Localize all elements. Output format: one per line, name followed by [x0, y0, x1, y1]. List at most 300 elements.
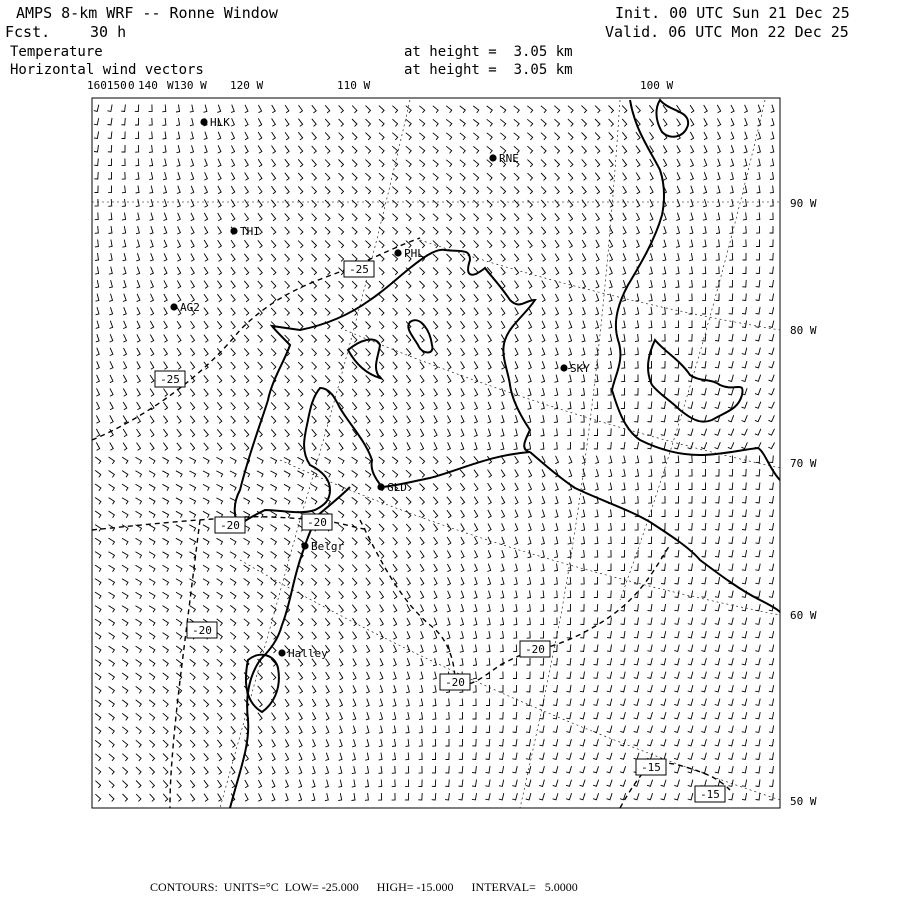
wind-vector	[177, 780, 182, 788]
wind-vector	[702, 348, 706, 355]
wind-vector	[136, 673, 142, 680]
wind-vector	[258, 132, 262, 140]
wind-vector	[488, 388, 491, 396]
wind-vector	[393, 524, 398, 531]
wind-vector	[271, 362, 276, 369]
wind-vector	[108, 159, 112, 166]
wind-vector	[756, 753, 761, 760]
wind-vector	[419, 160, 424, 167]
wind-vector	[312, 686, 316, 694]
wind-vector	[486, 712, 490, 719]
wind-vector	[663, 240, 666, 248]
wind-vector	[769, 510, 774, 517]
wind-vector	[123, 443, 127, 451]
wind-vector	[110, 429, 114, 437]
wind-vector	[339, 200, 344, 207]
wind-vector	[190, 145, 193, 153]
wind-vector	[581, 591, 585, 598]
wind-vector	[218, 213, 222, 221]
wind-vector	[392, 160, 397, 167]
wind-vector	[499, 793, 504, 800]
wind-vector	[553, 685, 557, 692]
wind-vector	[298, 119, 302, 127]
wind-vector	[203, 565, 209, 572]
wind-vector	[541, 577, 544, 585]
wind-vector	[446, 712, 450, 719]
wind-vector	[555, 496, 558, 504]
field-wind: Horizontal wind vectors	[10, 62, 204, 78]
wind-vector	[742, 510, 746, 517]
wind-vector	[271, 416, 276, 424]
wind-vector	[406, 551, 410, 559]
wind-vector	[527, 631, 531, 638]
wind-vector	[393, 389, 397, 397]
wind-vector	[608, 469, 611, 477]
wind-vector	[231, 267, 235, 275]
wind-vector	[488, 321, 492, 329]
wind-vector	[555, 213, 559, 221]
wind-vector	[108, 145, 112, 152]
wind-vector	[620, 685, 625, 692]
wind-vector	[662, 483, 666, 490]
wind-vector	[701, 429, 707, 436]
wind-vector	[406, 510, 411, 518]
wind-vector	[393, 402, 397, 410]
wind-vector	[190, 686, 195, 693]
wind-vector	[662, 334, 666, 341]
wind-vector	[769, 375, 775, 382]
lat-label-70w: 70 W	[790, 457, 817, 470]
wind-vector	[164, 362, 168, 370]
wind-vector	[515, 456, 519, 464]
wind-vector	[136, 660, 142, 667]
wind-vector	[163, 416, 167, 424]
wind-vector	[191, 321, 195, 329]
wind-vector	[755, 415, 761, 421]
wind-vector	[204, 105, 207, 113]
wind-vector	[647, 672, 652, 679]
wind-vector	[769, 591, 774, 598]
wind-vector	[353, 672, 356, 680]
wind-vector	[122, 159, 126, 166]
wind-vector	[674, 793, 679, 800]
wind-vector	[231, 375, 236, 383]
wind-vector	[555, 321, 558, 329]
wind-vector	[150, 781, 155, 788]
wind-vector	[487, 254, 492, 262]
wind-vector	[661, 604, 666, 611]
wind-vector	[661, 699, 666, 706]
wind-vector	[499, 739, 503, 746]
wind-vector	[231, 753, 235, 761]
wind-vector	[647, 429, 652, 436]
wind-vector	[163, 633, 169, 640]
wind-vector	[258, 375, 263, 383]
wind-vector	[541, 415, 545, 423]
wind-vector	[203, 606, 209, 613]
wind-vector	[162, 105, 166, 112]
wind-vector	[460, 645, 464, 653]
wind-vector	[163, 686, 169, 693]
wind-vector	[730, 186, 733, 194]
wind-vector	[392, 133, 397, 140]
wind-vector	[569, 280, 572, 288]
wind-vector	[702, 294, 706, 301]
wind-vector	[621, 402, 625, 409]
wind-vector	[176, 484, 182, 490]
wind-vector	[96, 307, 99, 315]
wind-vector	[217, 659, 222, 666]
wind-vector	[285, 766, 288, 774]
wind-vector	[460, 470, 465, 478]
wind-vector	[406, 362, 410, 370]
wind-vector	[352, 739, 355, 747]
wind-vector	[539, 739, 544, 746]
wind-vector	[621, 537, 625, 544]
wind-vector	[110, 415, 113, 423]
wind-vector	[406, 281, 411, 288]
wind-vector	[554, 577, 558, 584]
wind-vector	[661, 618, 666, 625]
wind-vector	[339, 618, 343, 626]
wind-vector	[540, 591, 544, 598]
wind-vector	[567, 658, 571, 665]
wind-vector	[176, 579, 182, 586]
wind-vector	[730, 213, 734, 221]
wind-vector	[569, 321, 572, 329]
wind-vector	[769, 280, 774, 287]
wind-vector	[566, 699, 571, 706]
wind-vector	[203, 471, 209, 477]
wind-vector	[149, 498, 155, 505]
wind-vector	[636, 213, 639, 221]
wind-vector	[513, 672, 517, 679]
wind-vector	[231, 767, 235, 775]
wind-vector	[715, 483, 719, 490]
wind-vector	[528, 537, 531, 545]
wind-vector	[527, 577, 531, 585]
wind-vector	[474, 429, 477, 437]
wind-vector	[272, 766, 275, 774]
wind-vector	[177, 253, 180, 261]
wind-vector	[392, 173, 397, 180]
wind-vector	[325, 753, 328, 761]
wind-vector	[446, 106, 452, 113]
wind-vector	[595, 483, 598, 491]
wind-vector	[204, 753, 209, 761]
wind-vector	[474, 375, 477, 383]
wind-vector	[136, 606, 142, 613]
wind-vector	[434, 537, 438, 545]
wind-vector	[150, 429, 154, 437]
wind-vector	[541, 550, 544, 558]
wind-vector	[541, 510, 544, 518]
wind-vector	[569, 254, 573, 262]
wind-vector	[715, 739, 720, 746]
wind-vector	[595, 307, 598, 315]
wind-vector	[553, 780, 558, 787]
wind-vector	[595, 119, 600, 126]
wind-vector	[123, 429, 127, 437]
wind-vector	[245, 159, 249, 167]
temperature-contours	[92, 238, 730, 808]
wind-vector	[285, 753, 288, 761]
wind-vector	[312, 105, 316, 113]
wind-vector	[95, 592, 101, 599]
wind-vector	[715, 550, 720, 557]
wind-vector	[528, 213, 533, 221]
wind-vector	[581, 577, 585, 584]
wind-vector	[487, 106, 493, 113]
wind-vector	[176, 565, 182, 572]
wind-vector	[218, 145, 221, 153]
wind-vector	[595, 348, 598, 356]
wind-vector	[177, 767, 182, 775]
wind-vector	[568, 375, 571, 383]
wind-vector	[527, 658, 531, 665]
wind-vector	[352, 402, 356, 410]
wind-vector	[607, 780, 613, 787]
wind-vector	[447, 577, 450, 585]
wind-vector	[353, 659, 356, 667]
wind-vector	[528, 321, 531, 329]
wind-vector	[312, 632, 317, 640]
wind-vector	[742, 699, 747, 706]
wind-vector	[717, 132, 720, 140]
wind-vector	[366, 375, 371, 383]
wind-vector	[285, 268, 290, 275]
wind-vector	[501, 214, 506, 221]
wind-vector	[312, 362, 317, 369]
wind-vector	[231, 118, 234, 126]
wind-vector	[325, 780, 328, 788]
wind-vector	[271, 349, 276, 356]
wind-vector	[298, 186, 303, 194]
wind-vector	[108, 132, 112, 139]
wind-vector	[137, 280, 140, 288]
wind-vector	[285, 159, 289, 167]
wind-vector	[728, 766, 733, 773]
wind-vector	[204, 294, 208, 302]
wind-vector	[649, 253, 652, 261]
wind-vector	[447, 241, 452, 248]
wind-vector	[566, 712, 571, 719]
map-title: AMPS 8-km WRF -- Ronne Window	[16, 4, 278, 22]
wind-vector	[150, 335, 153, 343]
wind-vector	[122, 525, 128, 532]
wind-vector	[420, 362, 424, 370]
wind-vector	[474, 591, 477, 599]
wind-vector	[339, 672, 343, 680]
wind-vector	[566, 780, 571, 787]
wind-vector	[231, 254, 235, 262]
wind-vector	[541, 402, 544, 410]
wind-vector	[204, 780, 208, 788]
wind-vector	[755, 618, 760, 625]
wind-vector	[729, 510, 733, 517]
wind-vector	[447, 335, 451, 343]
wind-vector	[366, 281, 371, 288]
wind-vector	[755, 699, 760, 706]
wind-vector	[434, 375, 438, 383]
wind-vector	[555, 307, 558, 315]
wind-vector	[149, 700, 155, 707]
wind-vector	[379, 699, 382, 707]
wind-vector	[756, 496, 760, 503]
wind-vector	[149, 186, 152, 194]
wind-vector	[285, 619, 290, 626]
wind-vector	[527, 160, 532, 167]
wind-vector	[447, 442, 450, 450]
wind-vector	[715, 469, 719, 476]
wind-vector	[609, 307, 612, 315]
wind-vector	[513, 685, 517, 692]
wind-vector	[204, 186, 207, 194]
wind-vector	[716, 199, 719, 207]
wind-vector	[203, 525, 209, 532]
wind-vector	[512, 753, 517, 760]
wind-vector	[272, 793, 275, 801]
wind-vector	[312, 605, 317, 612]
wind-vector	[299, 753, 302, 761]
wind-vector	[555, 361, 558, 369]
wind-vector	[595, 186, 599, 194]
wind-vector	[730, 145, 733, 153]
wind-vector	[136, 592, 142, 599]
wind-vector	[634, 577, 638, 584]
wind-vector	[164, 253, 167, 261]
wind-vector	[109, 538, 115, 545]
wind-vector	[299, 699, 303, 707]
wind-vector	[621, 550, 625, 557]
wind-vector	[406, 524, 411, 532]
wind-vector	[460, 146, 465, 153]
wind-vector	[609, 321, 612, 329]
wind-vector	[123, 348, 126, 356]
wind-vector	[541, 564, 545, 572]
wind-vector	[406, 712, 409, 720]
wind-vector	[582, 200, 586, 208]
wind-vector	[353, 699, 356, 707]
wind-vector	[149, 511, 155, 518]
wind-vector	[514, 591, 517, 599]
wind-vector	[109, 226, 113, 234]
wind-vector	[674, 739, 679, 746]
wind-vector	[474, 388, 477, 396]
wind-vector	[514, 577, 517, 585]
wind-vector	[339, 362, 344, 370]
wind-vector	[163, 673, 169, 680]
wind-vector	[284, 578, 289, 585]
wind-vector	[542, 483, 545, 491]
wind-vector	[622, 456, 625, 464]
wind-vector	[392, 268, 397, 275]
wind-vector	[325, 146, 330, 154]
wind-vector	[122, 457, 128, 464]
wind-vector	[661, 577, 665, 584]
wind-vector	[460, 308, 464, 316]
wind-vector	[419, 133, 424, 140]
wind-vector	[528, 483, 531, 491]
wind-vector	[325, 416, 330, 424]
wind-vector	[756, 307, 761, 314]
wind-vector	[715, 402, 720, 409]
wind-vector	[675, 496, 679, 503]
wind-vector	[419, 200, 424, 207]
wind-vector	[609, 159, 613, 167]
wind-vector	[488, 415, 491, 423]
right-axis-labels	[790, 197, 817, 808]
wind-vector	[204, 416, 208, 424]
wind-vector	[136, 457, 142, 464]
wind-vector	[648, 537, 652, 544]
wind-vector	[526, 726, 531, 733]
wind-vector	[555, 281, 558, 289]
wind-vector	[245, 767, 249, 775]
wind-vector	[690, 172, 693, 180]
wind-vector	[393, 443, 397, 451]
wind-vector	[460, 618, 463, 626]
wind-vector	[407, 442, 410, 450]
wind-vector	[541, 227, 545, 235]
wind-vector	[688, 334, 692, 341]
wind-vector	[109, 619, 115, 626]
wind-vector	[284, 471, 290, 477]
wind-vector	[96, 402, 99, 410]
wind-vector	[555, 510, 558, 518]
wind-vector	[527, 442, 531, 450]
wind-vector	[580, 685, 585, 692]
wind-vector	[650, 199, 653, 207]
wind-vector	[620, 699, 625, 706]
wind-vector	[325, 295, 330, 302]
station-marker	[170, 303, 177, 310]
wind-vector	[312, 753, 315, 761]
wind-vector	[434, 415, 437, 423]
wind-vector	[163, 145, 166, 153]
wind-vector	[95, 240, 99, 247]
wind-vector	[366, 119, 371, 126]
wind-vector	[164, 335, 168, 343]
wind-vector	[716, 226, 720, 234]
wind-vector	[526, 766, 531, 773]
wind-vector	[460, 497, 464, 505]
wind-vector	[635, 334, 638, 341]
wind-vector	[514, 442, 517, 450]
wind-vector	[634, 604, 638, 611]
wind-vector	[568, 510, 571, 518]
wind-vector	[743, 226, 747, 233]
wind-vector	[258, 713, 262, 721]
wind-vector	[163, 713, 168, 720]
wind-vector	[271, 186, 275, 194]
wind-vector	[623, 213, 626, 221]
wind-vector	[515, 294, 519, 302]
wind-vector	[163, 552, 169, 559]
wind-vector	[555, 160, 560, 167]
wind-vector	[244, 375, 249, 383]
wind-vector	[189, 484, 195, 490]
wind-vector	[621, 618, 625, 625]
wind-vector	[582, 186, 586, 194]
wind-vector	[393, 685, 396, 693]
wind-vector	[488, 375, 491, 383]
wind-vector	[96, 442, 99, 450]
wind-vector	[325, 268, 330, 275]
wind-vector	[123, 402, 127, 410]
wind-vector	[419, 766, 423, 773]
wind-vector	[392, 457, 398, 464]
